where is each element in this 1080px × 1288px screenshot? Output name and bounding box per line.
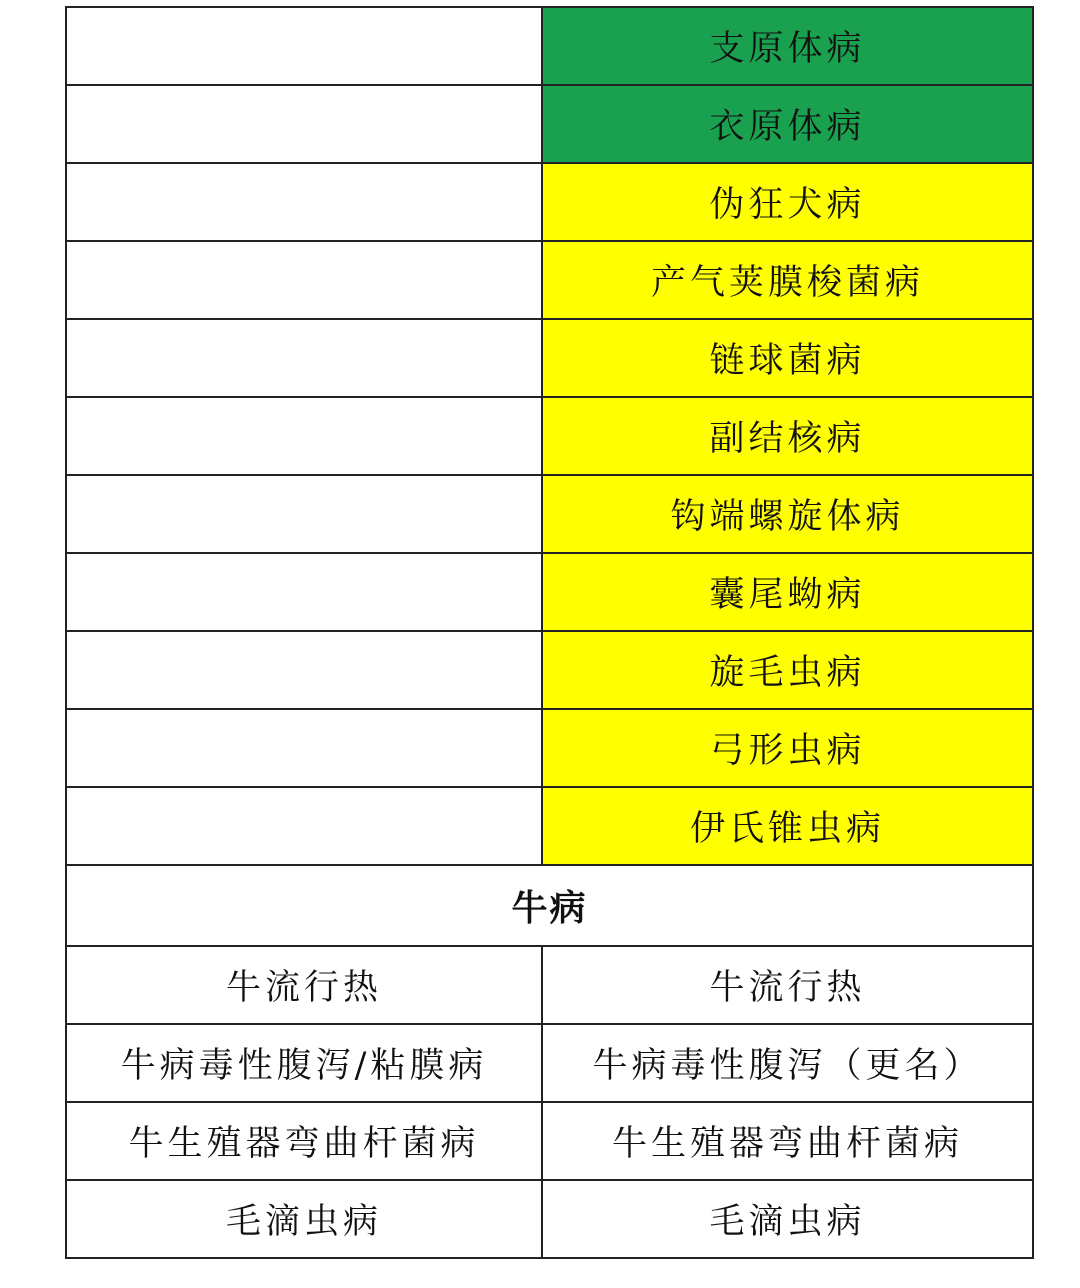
new-name-cell: 囊尾蚴病 xyxy=(543,554,1032,630)
table-row xyxy=(67,1181,1032,1259)
old-name-cell xyxy=(67,788,543,864)
new-name-cell: 产气荚膜梭菌病 xyxy=(543,242,1032,318)
old-name-cell xyxy=(67,242,543,318)
section-header: 牛病 xyxy=(511,887,588,929)
table-row xyxy=(67,320,1032,398)
new-name-cell: 牛生殖器弯曲杆菌病 xyxy=(543,1103,1032,1179)
new-name-cell: 伪狂犬病 xyxy=(543,164,1032,240)
new-name-cell: 伊氏锥虫病 xyxy=(543,788,1032,864)
table-row xyxy=(67,788,1032,866)
new-name-cell: 旋毛虫病 xyxy=(543,632,1032,708)
table-row xyxy=(67,1025,1032,1103)
new-name-cell: 牛病毒性腹泻（更名） xyxy=(543,1025,1032,1101)
old-name-cell xyxy=(67,320,543,396)
table-row xyxy=(67,710,1032,788)
old-name-cell: 牛生殖器弯曲杆菌病 xyxy=(67,1103,543,1179)
old-name-cell xyxy=(67,554,543,630)
new-name-cell: 钩端螺旋体病 xyxy=(543,476,1032,552)
old-name-cell xyxy=(67,632,543,708)
table-row xyxy=(67,554,1032,632)
table-row xyxy=(67,632,1032,710)
table-row xyxy=(67,242,1032,320)
old-name-cell xyxy=(67,8,543,84)
table-row xyxy=(67,1103,1032,1181)
new-name-cell: 支原体病 xyxy=(543,8,1032,84)
disease-table xyxy=(65,6,1034,1259)
old-name-cell xyxy=(67,398,543,474)
old-name-cell: 毛滴虫病 xyxy=(67,1181,543,1257)
new-name-cell: 衣原体病 xyxy=(543,86,1032,162)
table-row xyxy=(67,476,1032,554)
old-name-cell xyxy=(67,710,543,786)
old-name-cell xyxy=(67,86,543,162)
table-row xyxy=(67,947,1032,1025)
table-row xyxy=(67,398,1032,476)
section-header-row xyxy=(67,866,1032,947)
old-name-cell: 牛流行热 xyxy=(67,947,543,1023)
old-name-cell xyxy=(67,476,543,552)
old-name-cell: 牛病毒性腹泻/粘膜病 xyxy=(67,1025,543,1101)
table-row xyxy=(67,8,1032,86)
table-row xyxy=(67,164,1032,242)
new-name-cell: 弓形虫病 xyxy=(543,710,1032,786)
old-name-cell xyxy=(67,164,543,240)
new-name-cell: 副结核病 xyxy=(543,398,1032,474)
new-name-cell: 毛滴虫病 xyxy=(543,1181,1032,1257)
table-row xyxy=(67,86,1032,164)
new-name-cell: 牛流行热 xyxy=(543,947,1032,1023)
new-name-cell: 链球菌病 xyxy=(543,320,1032,396)
